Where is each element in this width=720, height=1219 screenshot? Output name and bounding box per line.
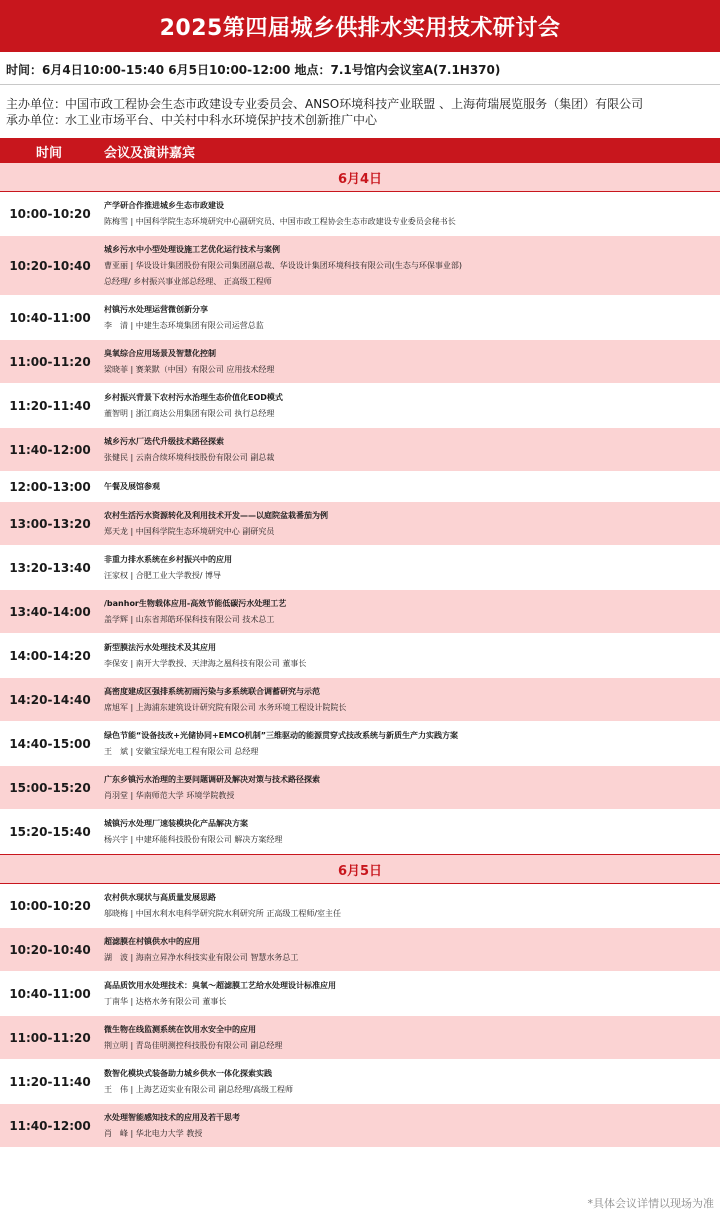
table-row <box>0 810 720 854</box>
session-content <box>104 1016 716 1059</box>
session-topic: 高密度建成区强排系统初雨污染与多系统联合调蓄研究与示范 <box>104 687 320 696</box>
table-row <box>0 384 720 428</box>
session-content <box>104 296 716 339</box>
session-topic: 绿色节能“设备技改+光储协同+EMCO机制”三维驱动的能源贯穿式技改系统与新质生产力实践方案 <box>104 731 459 740</box>
table-row <box>0 884 720 928</box>
session-topic: 城乡污水中小型处理设施工艺优化运行技术与案例 <box>104 245 280 254</box>
session-speaker: 曹亚丽 | 华设设计集团股份有限公司集团副总裁、华设设计集团环境科技有限公司(生态与环保事业部) <box>104 261 463 270</box>
session-content <box>104 884 716 927</box>
session-time: 10:00-10:20 <box>9 898 91 913</box>
session-topic: 农村供水现状与高质量发展思路 <box>104 893 216 902</box>
table-row <box>0 236 720 296</box>
day-header: 6月4日 <box>0 162 720 192</box>
session-speaker: 汪家权 | 合肥工业大学教授/ 博导 <box>104 571 222 580</box>
session-topic: 乡村振兴背景下农村污水治理生态价值化EOD模式 <box>104 393 283 402</box>
session-content <box>104 634 716 677</box>
session-topic: 产学研合作推进城乡生态市政建设 <box>104 201 224 210</box>
session-topic: 数智化模块式装备助力城乡供水一体化探索实践 <box>104 1069 272 1078</box>
session-content <box>104 972 716 1015</box>
session-topic: 臭氧综合应用场景及智慧化控制 <box>104 349 216 358</box>
session-speaker: 湖 波 | 海南立昇净水科技实业有限公司 智慧水务总工 <box>104 953 299 962</box>
table-row <box>0 1016 720 1060</box>
divider <box>0 84 720 85</box>
session-speaker: 董智明 | 浙江商达公用集团有限公司 执行总经理 <box>104 409 275 418</box>
session-time: 12:00-13:00 <box>9 479 91 494</box>
table-row <box>0 296 720 340</box>
host-line <box>6 95 643 112</box>
table-row <box>0 502 720 546</box>
session-content <box>104 590 716 633</box>
session-content <box>104 428 716 471</box>
session-time: 14:20-14:40 <box>9 692 91 707</box>
session-topic: 新型膜法污水处理技术及其应用 <box>104 643 216 652</box>
session-topic: 农村生活污水资源转化及利用技术开发——以庭院盆栽番茄为例 <box>104 511 328 520</box>
session-content <box>104 472 716 501</box>
session-speaker: 总经理/ 乡村振兴事业部总经理、 正高级工程师 <box>104 277 272 286</box>
session-content <box>104 766 716 809</box>
table-header <box>0 138 720 162</box>
table-row <box>0 192 720 236</box>
session-speaker: 李 清 | 中建生态环境集团有限公司运营总监 <box>104 321 264 330</box>
session-content <box>104 384 716 427</box>
session-speaker: 盖学辉 | 山东省邦皓环保科技有限公司 技术总工 <box>104 615 275 624</box>
header-topic: 会议及演讲嘉宾 <box>104 146 196 161</box>
session-content <box>104 192 716 235</box>
session-time: 13:00-13:20 <box>9 516 91 531</box>
session-speaker: 肖 峰 | 华北电力大学 教授 <box>104 1129 203 1138</box>
session-speaker: 席旭军 | 上海浦东建筑设计研究院有限公司 水务环境工程设计院院长 <box>104 703 347 712</box>
session-speaker: 梁晓菲 | 赛莱默（中国）有限公司 应用技术经理 <box>104 365 275 374</box>
host-text: 中国市政工程协会生态市政建设专业委员会、ANSO环境科技产业联盟 、上海荷瑞展览服务（集团）有限公司 <box>65 97 644 111</box>
table-row <box>0 472 720 502</box>
table-row <box>0 1104 720 1148</box>
time-location-info: 时间：6月4日10:00-15:40 6月5日10:00-12:00 地点：7.1号馆内会议室A(7.1H370) <box>6 63 501 77</box>
table-row <box>0 678 720 722</box>
session-time: 11:00-11:20 <box>9 1030 91 1045</box>
session-speaker: 陈梅雪 | 中国科学院生态环境研究中心副研究员、中国市政工程协会生态市政建设专业委员会秘书长 <box>104 217 456 226</box>
session-topic: 水处理智能感知技术的应用及若干思考 <box>104 1113 240 1122</box>
session-time: 10:20-10:40 <box>9 942 91 957</box>
session-time: 11:40-12:00 <box>9 1118 91 1133</box>
session-content <box>104 546 716 589</box>
session-speaker: 荆立明 | 青岛佳明测控科技股份有限公司 副总经理 <box>104 1041 283 1050</box>
session-time: 10:40-11:00 <box>9 986 91 1001</box>
table-row <box>0 928 720 972</box>
session-time: 14:40-15:00 <box>9 736 91 751</box>
session-speaker: 李保安 | 南开大学教授、天津海之凰科技有限公司 董事长 <box>104 659 307 668</box>
session-topic: 高品质饮用水处理技术：臭氧～超滤膜工艺给水处理设计标准应用 <box>104 981 336 990</box>
session-topic: 午餐及展馆参观 <box>104 482 160 491</box>
session-content <box>104 722 716 765</box>
session-content <box>104 810 716 853</box>
session-speaker: 张健民 | 云南合续环境科技股份有限公司 副总裁 <box>104 453 275 462</box>
session-time: 13:20-13:40 <box>9 560 91 575</box>
table-row <box>0 590 720 634</box>
session-content <box>104 678 716 721</box>
session-time: 11:20-11:40 <box>9 1074 91 1089</box>
session-speaker: 王 伟 | 上海艺迈实业有限公司 副总经理/高级工程师 <box>104 1085 294 1094</box>
session-content <box>104 1060 716 1103</box>
session-speaker: 丁南华 | 达格水务有限公司 董事长 <box>104 997 227 1006</box>
session-topic: 微生物在线监测系统在饮用水安全中的应用 <box>104 1025 256 1034</box>
session-time: 15:00-15:20 <box>9 780 91 795</box>
footnote: *具体会议详情以现场为准 <box>587 1197 714 1210</box>
session-content <box>104 236 716 295</box>
session-topic: 城镇污水处理厂速装模块化产品解决方案 <box>104 819 248 828</box>
session-time: 11:00-11:20 <box>9 354 91 369</box>
organizer-line <box>6 111 377 128</box>
table-row <box>0 634 720 678</box>
table-row <box>0 766 720 810</box>
session-time: 10:00-10:20 <box>9 206 91 221</box>
table-row <box>0 546 720 590</box>
table-row <box>0 972 720 1016</box>
organizer-label: 承办单位： <box>6 113 67 127</box>
session-speaker: 王 斌 | 安徽宝绿光电工程有限公司 总经理 <box>104 747 259 756</box>
schedule-table <box>0 162 720 1148</box>
session-content <box>104 340 716 383</box>
session-time: 11:20-11:40 <box>9 398 91 413</box>
session-topic: 城乡污水厂迭代升级技术路径探索 <box>104 437 224 446</box>
session-time: 14:00-14:20 <box>9 648 91 663</box>
session-topic: 非重力排水系统在乡村振兴中的应用 <box>104 555 232 564</box>
session-time: 10:20-10:40 <box>9 258 91 273</box>
page-title: 2025第四届城乡供排水实用技术研讨会 <box>0 0 720 52</box>
day-header: 6月5日 <box>0 854 720 884</box>
session-speaker: 邬晓梅 | 中国水利水电科学研究院水利研究所 正高级工程师/室主任 <box>104 909 342 918</box>
session-time: 15:20-15:40 <box>9 824 91 839</box>
session-topic: 超滤膜在村镇供水中的应用 <box>104 937 200 946</box>
session-time: 11:40-12:00 <box>9 442 91 457</box>
session-topic: 广东乡镇污水治理的主要问题调研及解决对策与技术路径探索 <box>104 775 320 784</box>
table-row <box>0 428 720 472</box>
session-content <box>104 928 716 971</box>
session-content <box>104 1104 716 1147</box>
session-speaker: 杨兴宇 | 中建环能科技股份有限公司 解决方案经理 <box>104 835 283 844</box>
session-content <box>104 502 716 545</box>
session-time: 10:40-11:00 <box>9 310 91 325</box>
header-time: 时间 <box>36 146 63 161</box>
session-topic: 村镇污水处理运营微创新分享 <box>104 305 208 314</box>
session-time: 13:40-14:00 <box>9 604 91 619</box>
session-speaker: 肖羽堂 | 华南师范大学 环境学院教授 <box>104 791 235 800</box>
organizer-text: 水工业市场平台、中关村中科水环境保护技术创新推广中心 <box>65 113 378 127</box>
table-row <box>0 340 720 384</box>
table-row <box>0 722 720 766</box>
table-row <box>0 1060 720 1104</box>
session-speaker: 郑天龙 | 中国科学院生态环境研究中心 副研究员 <box>104 527 275 536</box>
host-label: 主办单位： <box>6 97 67 111</box>
session-topic: /banhor生物载体应用-高效节能低碳污水处理工艺 <box>104 599 287 608</box>
